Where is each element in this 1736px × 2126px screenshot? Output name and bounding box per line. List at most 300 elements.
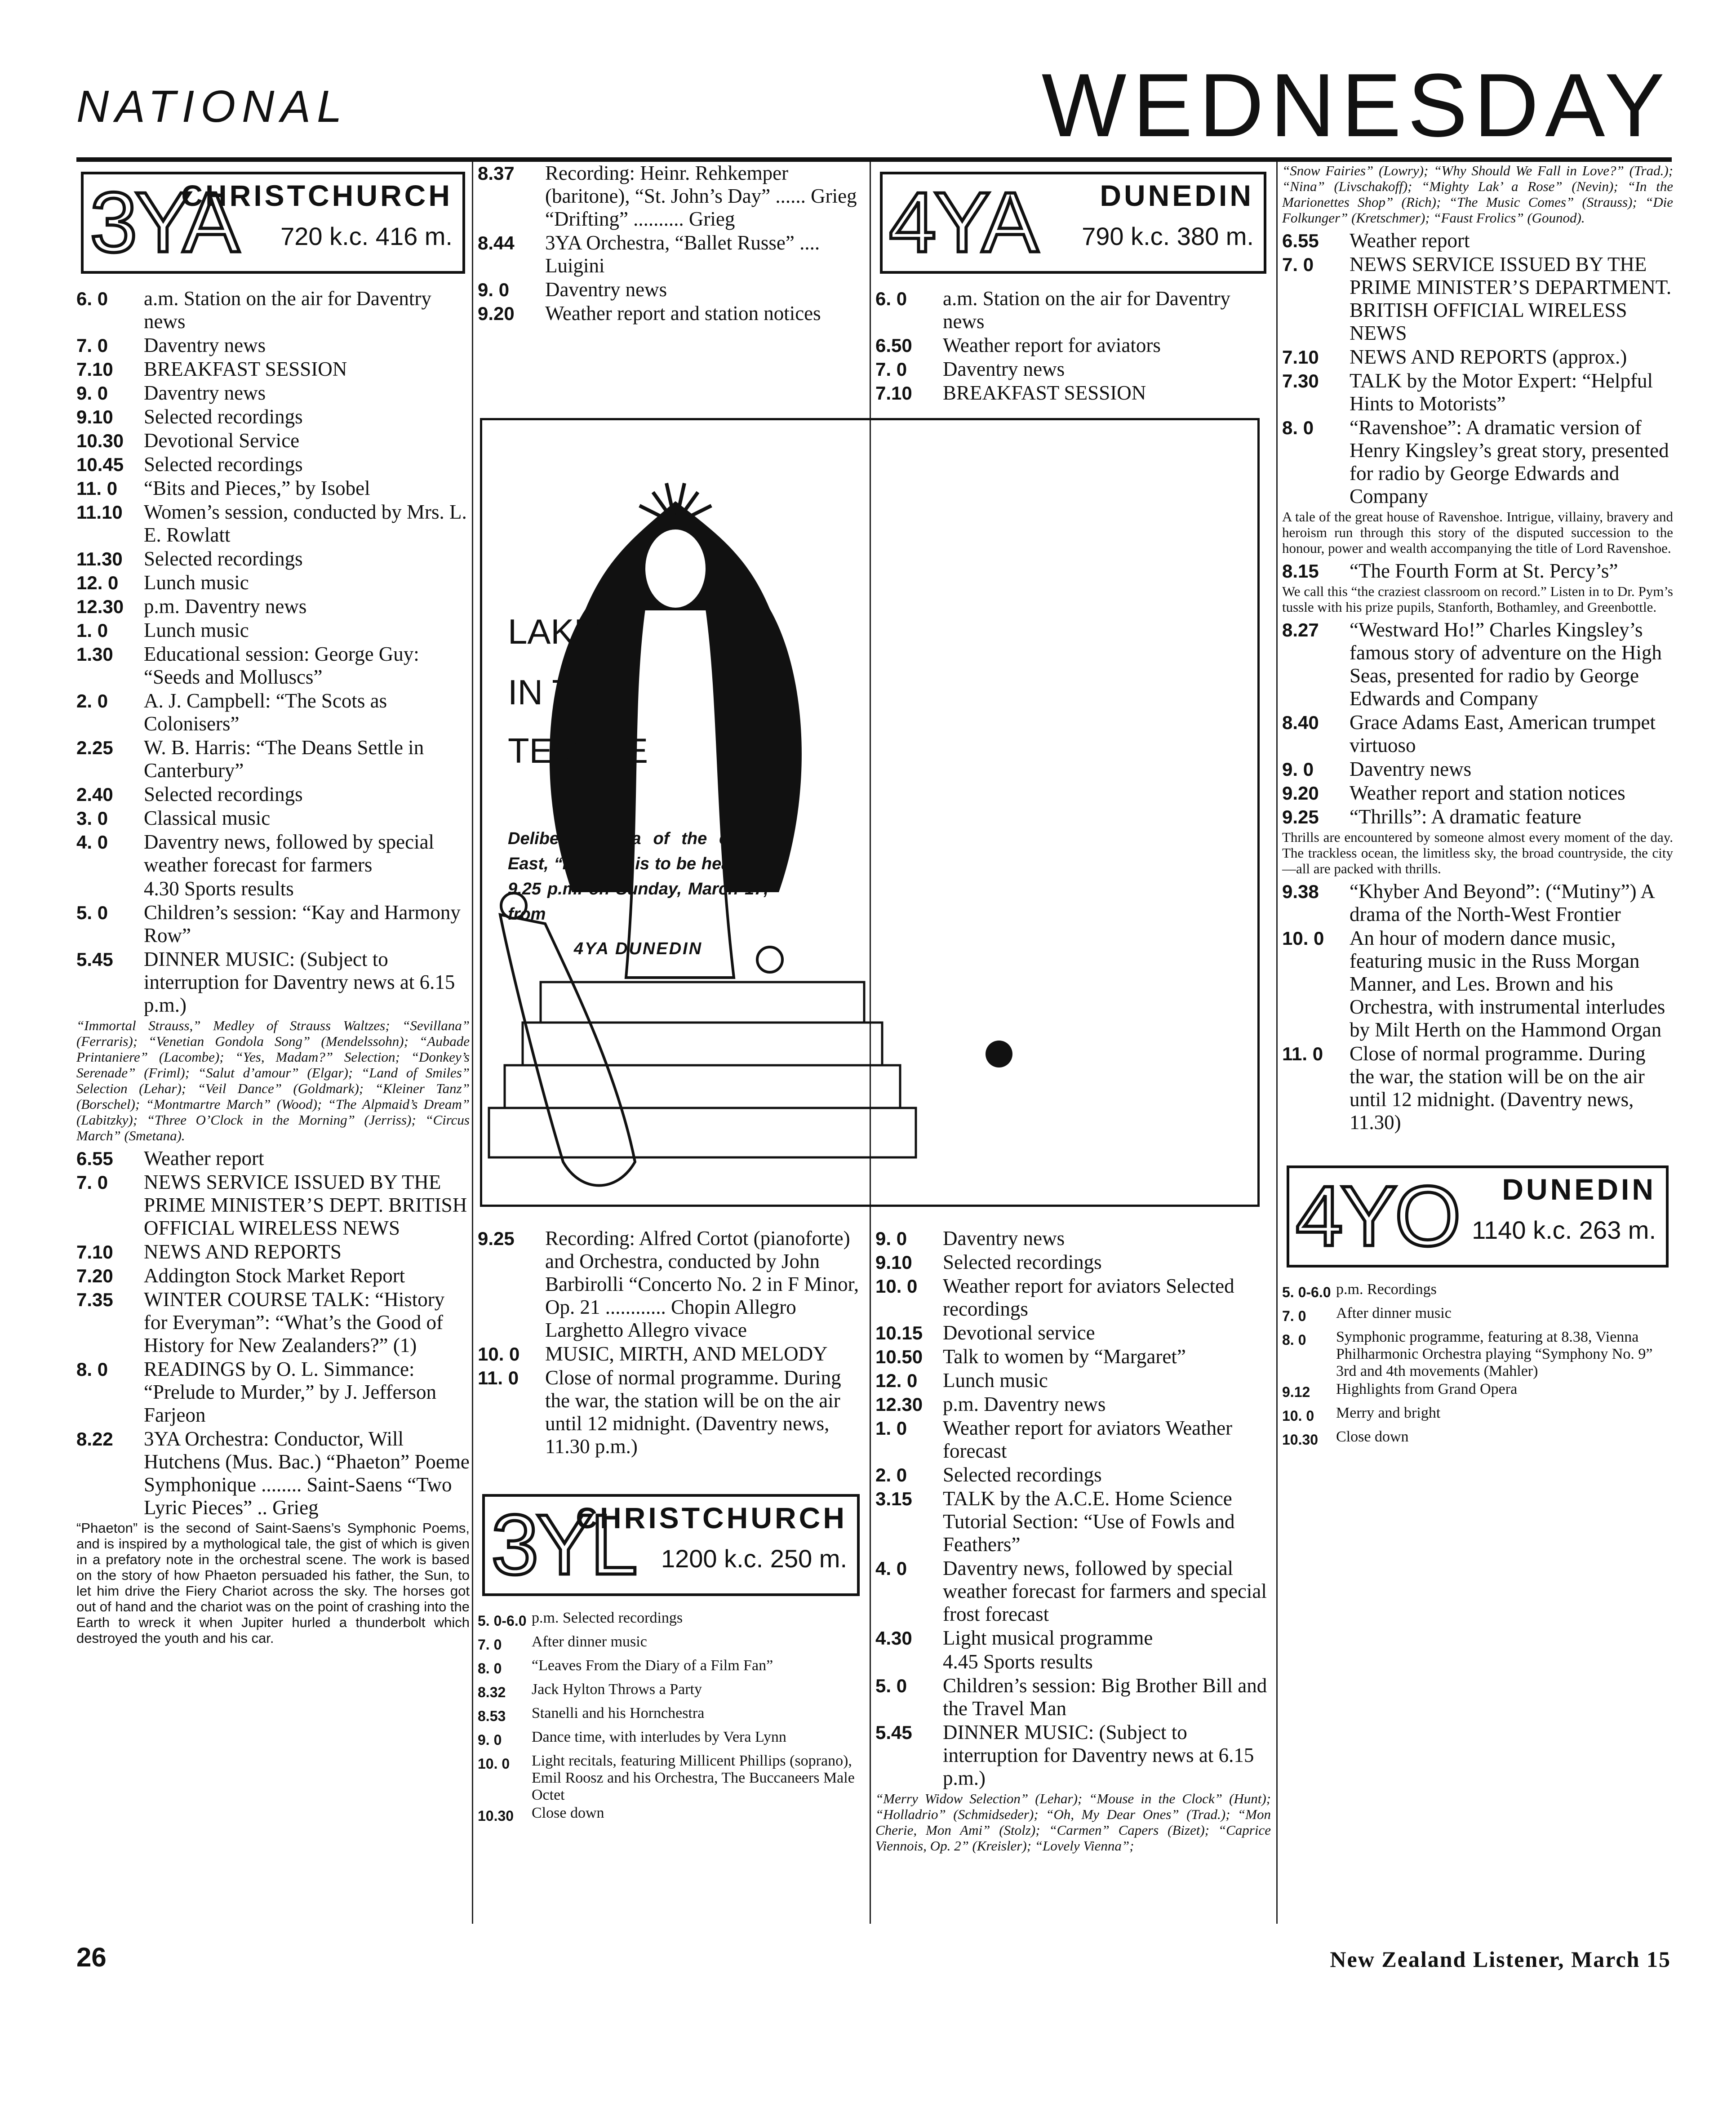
entry-text: Devotional Service: [144, 429, 300, 452]
entry-text: Selected recordings: [943, 1463, 1102, 1486]
schedule-entry: [875, 287, 1271, 333]
entry-time: 5. 0-6.0: [478, 1613, 527, 1629]
entry-time: 11. 0: [478, 1367, 519, 1388]
schedule-entry: [76, 807, 470, 830]
feature-caption: Delibes’s opera of the exotic East, “Lakme,” is to be heard at 9.25 p.m. on Sunday, March 17, from: [508, 829, 768, 924]
entry-text: Symphonic programme, featuring at 8.38, Vienna Philharmonic Orchestra playing “Symphony No. 9” 3rd and 4th movements (Mahler): [1336, 1329, 1653, 1379]
entry-time: [76, 877, 144, 900]
feature-title-line: LAKME: [508, 612, 627, 651]
programme-note: “Phaeton” is the second of Saint-Saens’s Symphonic Poems, and is inspired by a mythological tale, the gist of which is given in a prefatory note in the orchestral scene. The work is based on the story of how Phaeton persuaded his father, the Sun, to let him drive the Fiery Chariot across the sky. The horses got out of hand and the chariot was on the point of crashing into the Earth to wreck it when Jupiter hurled a thunderbolt which destroyed the youth and his car.: [76, 1520, 470, 1646]
entry-time: 1. 0: [76, 620, 108, 641]
station-city: DUNEDIN: [1100, 179, 1254, 212]
entry-time: 1.30: [76, 644, 113, 665]
schedule-entry: [76, 287, 470, 333]
entry-text: Daventry news: [943, 358, 1065, 380]
schedule-list: [478, 1610, 864, 1828]
entry-text: W. B. Harris: “The Deans Settle in Canterbury”: [144, 736, 424, 782]
entry-text: Dance time, with interludes by Vera Lynn: [532, 1729, 786, 1745]
callsign: 4YA: [889, 175, 1036, 270]
schedule-entry: [76, 477, 470, 500]
entry-text: Classical music: [144, 807, 271, 829]
entry-text: Merry and bright: [1336, 1405, 1441, 1421]
schedule-entry: [478, 231, 864, 277]
schedule-entry: [478, 1752, 864, 1804]
entry-time: 10.30: [76, 430, 124, 451]
entry-time: 8.40: [1282, 712, 1319, 733]
entry-text: NEWS AND REPORTS: [144, 1241, 342, 1263]
feature-title-line: TEMPLE: [508, 731, 648, 770]
column-4ya-cont: [875, 1227, 1271, 1857]
entry-text: Daventry news: [943, 1227, 1065, 1250]
entry-time: 7.35: [76, 1289, 113, 1310]
entry-text: p.m. Selected recordings: [532, 1610, 683, 1626]
entry-time: 12.30: [76, 596, 124, 617]
entry-time: 11. 0: [76, 478, 118, 499]
entry-time: 2.40: [76, 784, 113, 805]
schedule-entry: [1282, 880, 1673, 926]
entry-text: Weather report: [144, 1147, 264, 1170]
schedule-entry: [76, 1288, 470, 1357]
schedule-list: [1282, 618, 1673, 828]
feature-title-line: IN THE: [508, 672, 622, 712]
entry-text: Children’s session: Big Brother Bill and the Travel Man: [943, 1674, 1267, 1720]
entry-time: 5. 0: [76, 902, 108, 923]
entry-time: 6.55: [76, 1148, 113, 1169]
entry-time: 8. 0: [1282, 417, 1314, 438]
entry-time: 11.10: [76, 502, 123, 523]
entry-time: 7. 0: [76, 335, 108, 356]
entry-time: 12.30: [875, 1394, 923, 1415]
entry-text: Women’s session, conducted by Mrs. L. E. Rowlatt: [144, 501, 467, 546]
schedule-entry: [1282, 782, 1673, 805]
callsign: 4YO: [1296, 1169, 1459, 1264]
entry-time: 5.45: [76, 949, 113, 970]
entry-text: “Ravenshoe”: A dramatic version of Henry Kingsley’s great story, presented for radio by George Edwards and Company: [1350, 416, 1669, 507]
entry-text: a.m. Station on the air for Daventry news: [144, 287, 431, 333]
entry-text: “Khyber And Beyond”: (“Mutiny”) A drama of the North-West Frontier: [1350, 880, 1654, 925]
entry-time: 3.15: [875, 1488, 912, 1509]
entry-text: Weather report for aviators Weather forecast: [943, 1417, 1233, 1462]
entry-text: Weather report and station notices: [1350, 782, 1625, 804]
schedule-entry: [478, 1633, 864, 1656]
entry-time: 7. 0: [478, 1637, 502, 1653]
schedule-entry: [76, 595, 470, 618]
schedule-entry: [1282, 560, 1673, 583]
schedule-entry: [76, 1147, 470, 1170]
entry-time: 8. 0: [76, 1359, 108, 1380]
schedule-list: [1282, 1281, 1673, 1451]
schedule-entry: [478, 1705, 864, 1728]
column-divider: [472, 162, 473, 1924]
schedule-entry: [1282, 618, 1673, 710]
entry-time: 8.32: [478, 1684, 506, 1700]
programme-note: “Snow Fairies” (Lowry); “Why Should We Fall in Love?” (Trad.); “Nina” (Livschakoff); “Mighty Lak’ a Rose” (Nevin); “In the Marionettes Shop” (Rich); “The Music Comes” (Strauss); “Die Folkunger” (Kretschmer); “Faust Frolics” (Gounod).: [1282, 163, 1673, 226]
entry-time: [875, 1650, 943, 1673]
schedule-entry: [76, 382, 470, 405]
entry-text: Lunch music: [144, 571, 249, 594]
schedule-entry: [76, 948, 470, 1017]
entry-time: 4. 0: [875, 1558, 907, 1579]
entry-text: a.m. Station on the air for Daventry news: [943, 287, 1230, 333]
entry-text: TALK by the Motor Expert: “Helpful Hints to Motorists”: [1350, 369, 1653, 415]
station-city: CHRISTCHURCH: [181, 179, 453, 212]
entry-text: Close of normal programme. During the war, the station will be on the air until 12 midnight. (Daventry news, 11.30): [1350, 1042, 1646, 1134]
schedule-entry: [875, 1627, 1271, 1650]
schedule-entry: [76, 358, 470, 381]
entry-text: DINNER MUSIC: (Subject to interruption for Daventry news at 6.15 p.m.): [144, 948, 455, 1016]
entry-text: After dinner music: [1336, 1305, 1452, 1321]
programme-note: A tale of the great house of Ravenshoe. Intrigue, villainy, bravery and heroism run through this story of the disputed succession to the honour, power and wealth accompanying the title of Lord Ravenshoe.: [1282, 509, 1673, 556]
programme-note: “Merry Widow Selection” (Lehar); “Mouse in the Clock” (Hunt); “Holladrio” (Schmidseder); “Oh, My Dear Ones” (Trad.); “Mon Cherie, Mon Ami” (Stolz); “Carmen” Capers (Bizet); “Caprice Viennois, Op. 2” (Kreisler); “Lovely Vienna”;: [875, 1791, 1271, 1854]
entry-text: An hour of modern dance music, featuring music in the Russ Morgan Manner, and Les. Brown and his Orchestra, with instrumental interludes by Milt Herth on the Hammond Organ: [1350, 927, 1665, 1041]
schedule-entry: [875, 1721, 1271, 1790]
entry-time: 9.25: [478, 1228, 515, 1249]
schedule-entry: [1282, 1281, 1673, 1304]
schedule-entry: [478, 1657, 864, 1680]
entry-text: Educational session: George Guy: “Seeds and Molluscs”: [144, 643, 419, 688]
station-city: CHRISTCHURCH: [576, 1501, 847, 1534]
entry-text: “Westward Ho!” Charles Kingsley’s famous story of adventure on the High Seas, presented for radio by George Edwards and Company: [1350, 618, 1662, 710]
entry-text: 3YA Orchestra: Conductor, Will Hutchens (Mus. Bac.) “Phaeton” Poeme Symphonique ........ Saint-Saens “Two Lyric Pieces” .. Grieg: [144, 1428, 470, 1519]
entry-text: TALK by the A.C.E. Home Science Tutorial Section: “Use of Fowls and Feathers”: [943, 1487, 1235, 1556]
schedule-list: [478, 1227, 864, 1458]
schedule-list: [1282, 880, 1673, 1134]
entry-text: Daventry news: [545, 278, 667, 301]
entry-text: Grace Adams East, American trumpet virtuoso: [1350, 711, 1656, 756]
entry-time: 8. 0: [478, 1660, 502, 1677]
entry-text: Lunch music: [943, 1369, 1048, 1392]
schedule-entry: [76, 877, 470, 900]
entry-text: Close of normal programme. During the war, the station will be on the air until 12 midnight. (Daventry news, 11.30 p.m.): [545, 1366, 841, 1458]
schedule-entry: [1282, 927, 1673, 1041]
entry-text: “Thrills”: A dramatic feature: [1350, 805, 1582, 828]
entry-text: Close down: [1336, 1428, 1409, 1445]
entry-text: Selected recordings: [943, 1251, 1102, 1273]
schedule-entry: [478, 1729, 864, 1752]
entry-text: Daventry news: [144, 334, 266, 356]
entry-time: 2. 0: [76, 690, 108, 712]
programme-note: “Immortal Strauss,” Medley of Strauss Waltzes; “Sevillana” (Ferraris); “Venetian Gondola Song” (Mendelssohn); “Aubade Printaniere” (Lacombe); “Yes, Madam?” Selection; “Donkey’s Serenade” (Friml); “Salut d’amour” (Elgar); “Land of Smiles” Selection (Lehar); “Veil Dance” (Goldmark); “Kleiner Tanz” (Borschel); “Montmartre March” (Wood); “The Alpmaid’s Dream” (Labitzky); “Three O’Clock in the Morning” (Jerriss); “Circus March” (Smetana).: [76, 1018, 470, 1143]
entry-time: 10.50: [875, 1346, 923, 1367]
entry-time: 10. 0: [1282, 1408, 1314, 1424]
entry-text: Weather report and station notices: [545, 302, 821, 325]
entry-text: BREAKFAST SESSION: [144, 358, 347, 380]
entry-time: 2.25: [76, 737, 113, 758]
schedule-entry: [76, 547, 470, 570]
schedule-entry: [1282, 1405, 1673, 1428]
entry-text: Children’s session: “Kay and Harmony Row”: [144, 901, 461, 947]
schedule-entry: [76, 501, 470, 547]
schedule-list: [1282, 560, 1673, 583]
entry-time: 9.20: [1282, 783, 1319, 804]
schedule-entry: [76, 1358, 470, 1427]
entry-time: 4. 0: [76, 832, 108, 853]
entry-time: 8.37: [478, 163, 515, 184]
entry-time: 12. 0: [76, 572, 119, 593]
entry-time: 8.53: [478, 1708, 506, 1724]
entry-time: 2. 0: [875, 1464, 907, 1486]
station-frequency: 1140 k.c. 263 m.: [1472, 1216, 1656, 1244]
schedule-entry: [875, 1417, 1271, 1463]
entry-time: 10. 0: [1282, 928, 1324, 949]
programme-note: Thrills are encountered by someone almost every moment of the day. The trackless ocean, the limitless sky, the broad countryside, the city—all are packed with thrills.: [1282, 829, 1673, 876]
entry-text: After dinner music: [532, 1633, 647, 1650]
entry-text: Stanelli and his Hornchestra: [532, 1705, 705, 1721]
entry-time: 10. 0: [478, 1343, 520, 1365]
entry-text: Addington Stock Market Report: [144, 1264, 405, 1287]
entry-text: p.m. Daventry news: [943, 1393, 1106, 1415]
station-box-3yl: [482, 1494, 860, 1596]
schedule-entry: [76, 334, 470, 357]
entry-text: 4.30 Sports results: [144, 877, 294, 900]
entry-text: NEWS SERVICE ISSUED BY THE PRIME MINISTER’S DEPARTMENT. BRITISH OFFICIAL WIRELESS NEWS: [1350, 253, 1672, 344]
entry-time: 7. 0: [1282, 1308, 1306, 1324]
entry-time: 9. 0: [1282, 759, 1314, 780]
entry-time: 11.30: [76, 548, 123, 569]
column-divider: [1276, 162, 1278, 1924]
programme-note: We call this “the craziest classroom on record.” Listen in to Dr. Pym’s tussle with his prize pupils, Stanforth, Bothamley, and Greenbottle.: [1282, 583, 1673, 615]
schedule-entry: [478, 1681, 864, 1704]
entry-text: p.m. Recordings: [1336, 1281, 1437, 1298]
station-box-3ya: [81, 172, 465, 274]
schedule-entry: [478, 1227, 864, 1342]
entry-text: Daventry news, followed by special weather forecast for farmers and special frost forecast: [943, 1557, 1267, 1625]
entry-time: 7. 0: [1282, 254, 1314, 275]
entry-text: Highlights from Grand Opera: [1336, 1381, 1518, 1397]
schedule-entry: [1282, 346, 1673, 369]
schedule-entry: [76, 1241, 470, 1263]
schedule-entry: [875, 358, 1271, 381]
entry-text: Close down: [532, 1805, 604, 1821]
schedule-entry: [1282, 1381, 1673, 1404]
schedule-list: [478, 162, 864, 325]
entry-text: Light recitals, featuring Millicent Phillips (soprano), Emil Roosz and his Orchestra, The Buccaneers Male Octet: [532, 1752, 855, 1803]
callsign: 3YL: [491, 1497, 635, 1592]
schedule-entry: [76, 643, 470, 689]
entry-time: 6. 0: [875, 288, 907, 309]
entry-text: Daventry news: [144, 382, 266, 404]
schedule-entry: [875, 1227, 1271, 1250]
entry-text: Recording: Heinr. Rehkemper (baritone), “St. John’s Day” ...... Grieg “Drifting” .......... Grieg: [545, 162, 857, 230]
schedule-entry: [1282, 229, 1673, 252]
day-heading: WEDNESDAY: [1041, 55, 1671, 156]
entry-time: 12. 0: [875, 1370, 918, 1391]
entry-time: 5. 0-6.0: [1282, 1284, 1331, 1300]
entry-text: Selected recordings: [144, 453, 303, 476]
schedule-entry: [76, 429, 470, 452]
entry-time: 9. 0: [478, 1732, 502, 1748]
entry-text: Talk to women by “Margaret”: [943, 1345, 1186, 1368]
entry-time: 10.15: [875, 1322, 923, 1343]
entry-time: 7.20: [76, 1265, 113, 1286]
entry-time: 8.15: [1282, 560, 1319, 582]
schedule-entry: [875, 1345, 1271, 1368]
page-number: 26: [76, 1942, 107, 1972]
entry-time: 3. 0: [76, 808, 108, 829]
schedule-entry: [478, 1366, 864, 1458]
entry-text: Weather report: [1350, 229, 1470, 252]
schedule-entry: [1282, 711, 1673, 757]
feature-station: 4YA DUNEDIN: [573, 939, 703, 958]
schedule-entry: [875, 1463, 1271, 1486]
schedule-entry: [76, 571, 470, 594]
entry-time: 6. 0: [76, 288, 108, 309]
station-city: DUNEDIN: [1502, 1173, 1656, 1206]
schedule-entry: [76, 901, 470, 947]
schedule-entry: [875, 1487, 1271, 1556]
schedule-entry: [1282, 1329, 1673, 1380]
schedule-entry: [478, 1343, 864, 1365]
entry-text: “The Fourth Form at St. Percy’s”: [1350, 560, 1618, 582]
entry-text: NEWS AND REPORTS (approx.): [1350, 346, 1627, 368]
entry-text: Jack Hylton Throws a Party: [532, 1681, 702, 1698]
schedule-entry: [76, 689, 470, 735]
entry-text: WINTER COURSE TALK: “History for Everyman”: “What’s the Good of History for New Zealanders?” (1): [144, 1288, 445, 1357]
schedule-list: [875, 1227, 1271, 1790]
entry-text: NEWS SERVICE ISSUED BY THE PRIME MINISTER’S DEPT. BRITISH OFFICIAL WIRELESS NEWS: [144, 1171, 467, 1239]
entry-text: BREAKFAST SESSION: [943, 382, 1146, 404]
entry-time: 6.55: [1282, 230, 1319, 251]
schedule-entry: [76, 1264, 470, 1287]
schedule-list: [1282, 229, 1673, 508]
schedule-entry: [76, 1171, 470, 1240]
entry-time: 9.12: [1282, 1384, 1310, 1400]
schedule-entry: [478, 162, 864, 231]
schedule-entry: [478, 278, 864, 301]
schedule-entry: [1282, 805, 1673, 828]
entry-time: 7. 0: [875, 359, 907, 380]
schedule-entry: [1282, 369, 1673, 415]
entry-time: 8.22: [76, 1428, 113, 1450]
column-3ya-cont: [478, 162, 864, 326]
schedule-entry: [478, 302, 864, 325]
entry-time: 6.50: [875, 335, 912, 356]
schedule-entry: [1282, 1042, 1673, 1134]
entry-text: MUSIC, MIRTH, AND MELODY: [545, 1343, 828, 1365]
schedule-entry: [478, 1805, 864, 1828]
station-frequency: 720 k.c. 416 m.: [280, 222, 453, 250]
station-box-4yo: [1287, 1165, 1669, 1268]
schedule-entry: [1282, 1428, 1673, 1451]
schedule-entry: [875, 1557, 1271, 1626]
entry-time: 10.30: [478, 1808, 514, 1824]
entry-time: 10. 0: [875, 1276, 918, 1297]
schedule-entry: [1282, 416, 1673, 508]
entry-text: 3YA Orchestra, “Ballet Russe” .... Luigini: [545, 231, 820, 277]
schedule-entry: [1282, 758, 1673, 781]
entry-time: 9.25: [1282, 806, 1319, 827]
entry-time: 7.10: [875, 383, 912, 404]
entry-time: 8. 0: [1282, 1332, 1306, 1348]
entry-time: 8.27: [1282, 619, 1319, 640]
schedule-entry: [1282, 1305, 1673, 1328]
schedule-entry: [76, 453, 470, 476]
entry-time: 7.10: [1282, 347, 1319, 368]
schedule-entry: [76, 736, 470, 782]
station-box-4ya: [880, 172, 1266, 274]
schedule-list: [875, 287, 1271, 405]
header-rule: [76, 157, 1672, 162]
entry-text: Recording: Alfred Cortot (pianoforte) and Orchestra, conducted by John Barbirolli “Concerto No. 2 in F Minor, Op. 21 ............ Chopin Allegro Larghetto Allegro vivace: [545, 1227, 859, 1341]
schedule-entry: [76, 405, 470, 428]
entry-time: 7. 0: [76, 1172, 108, 1193]
schedule-entry: [1282, 253, 1673, 345]
entry-time: 9. 0: [478, 279, 510, 300]
entry-time: 5.45: [875, 1722, 912, 1743]
column-4ya: [875, 162, 1271, 405]
schedule-entry: [76, 831, 470, 876]
entry-time: 7.10: [76, 1241, 113, 1263]
entry-text: “Bits and Pieces,” by Isobel: [144, 477, 370, 499]
entry-text: Devotional service: [943, 1321, 1095, 1344]
entry-text: Weather report for aviators: [943, 334, 1161, 356]
entry-time: 9.20: [478, 303, 515, 324]
entry-text: 4.45 Sports results: [943, 1650, 1093, 1673]
schedule-entry: [875, 1674, 1271, 1720]
entry-text: Selected recordings: [144, 783, 303, 805]
schedule-entry: [875, 334, 1271, 357]
section-label: NATIONAL: [76, 81, 348, 132]
entry-time: 10.30: [1282, 1432, 1319, 1448]
schedule-entry: [76, 1428, 470, 1519]
entry-time: 7.30: [1282, 370, 1319, 391]
entry-time: 9. 0: [76, 383, 108, 404]
feature-illustration: [480, 418, 1260, 1207]
entry-time: 9.10: [76, 406, 113, 427]
entry-time: 4.30: [875, 1628, 912, 1649]
schedule-entry: [875, 1321, 1271, 1344]
entry-time: 9.10: [875, 1252, 912, 1273]
schedule-entry: [875, 1275, 1271, 1321]
schedule-entry: [478, 1610, 864, 1632]
schedule-entry: [875, 1251, 1271, 1274]
entry-time: 7.10: [76, 359, 113, 380]
schedule-entry: [875, 1393, 1271, 1416]
entry-time: 10.45: [76, 454, 124, 475]
entry-text: DINNER MUSIC: (Subject to interruption for Daventry news at 6.15 p.m.): [943, 1721, 1254, 1789]
callsign: 3YA: [90, 175, 237, 270]
entry-time: 10. 0: [478, 1756, 510, 1772]
schedule-list: [76, 1147, 470, 1519]
lakme-illustration: [482, 420, 1257, 1205]
schedule-entry: [875, 1650, 1271, 1673]
entry-time: 9.38: [1282, 881, 1319, 902]
station-frequency: 1200 k.c. 250 m.: [661, 1544, 847, 1573]
entry-text: Daventry news, followed by special weather forecast for farmers: [144, 831, 435, 876]
entry-text: Selected recordings: [144, 547, 303, 570]
schedule-entry: [76, 619, 470, 642]
schedule-entry: [875, 1369, 1271, 1392]
entry-text: READINGS by O. L. Simmance: “Prelude to Murder,” by J. Jefferson Farjeon: [144, 1358, 436, 1426]
entry-time: 8.44: [478, 232, 515, 254]
entry-text: Selected recordings: [144, 405, 303, 428]
column-3ya: [76, 162, 470, 1650]
schedule-entry: [875, 382, 1271, 405]
entry-time: 9. 0: [875, 1228, 907, 1249]
entry-time: 1. 0: [875, 1418, 907, 1439]
entry-text: A. J. Campbell: “The Scots as Colonisers”: [144, 689, 387, 735]
station-frequency: 790 k.c. 380 m.: [1082, 222, 1254, 250]
entry-text: Weather report for aviators Selected recordings: [943, 1275, 1234, 1320]
column-4ya-evening: [1282, 162, 1673, 1452]
publication-footer: New Zealand Listener, March 15: [1330, 1947, 1671, 1972]
schedule-entry: [76, 783, 470, 806]
entry-text: “Leaves From the Diary of a Film Fan”: [532, 1657, 773, 1674]
entry-text: p.m. Daventry news: [144, 595, 307, 618]
entry-text: Lunch music: [144, 619, 249, 641]
entry-text: Light musical programme: [943, 1627, 1153, 1649]
schedule-list: [76, 287, 470, 1017]
